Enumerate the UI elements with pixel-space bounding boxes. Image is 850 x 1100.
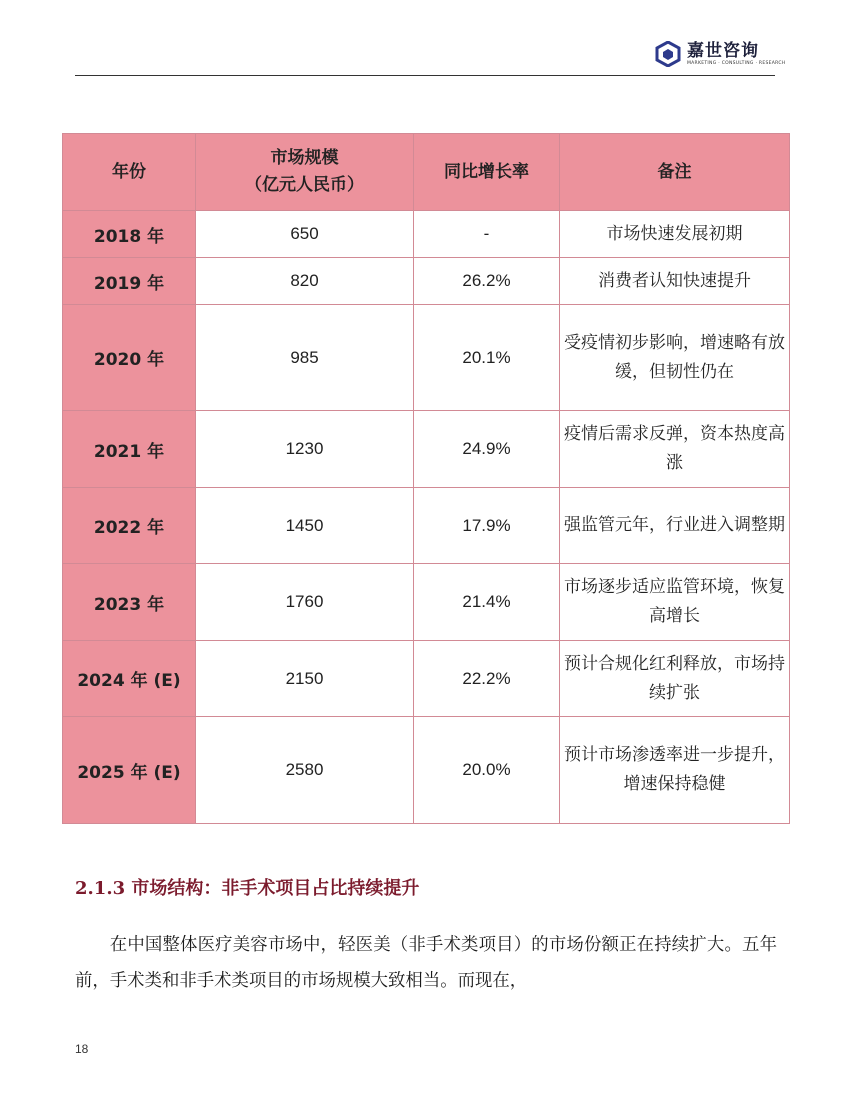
note-cell: 消费者认知快速提升 [560,258,790,305]
logo-name: 嘉世咨询 [687,40,759,61]
logo-text [687,42,786,67]
note-cell: 市场逐步适应监管环境，恢复高增长 [560,564,790,641]
body-paragraph: 在中国整体医疗美容市场中，轻医美（非手术类项目）的市场份额正在持续扩大。五年前，手术类和非手术类项目的市场规模大致相当。而现在， [75,935,777,992]
year-cell: 2020 年 [63,305,196,411]
logo-tagline: MARKETING · CONSULTING · RESEARCH [687,60,786,66]
scale-cell: 1450 [196,488,414,564]
table-row [63,488,790,564]
scale-cell: 985 [196,305,414,411]
table-row [63,641,790,717]
logo-mark-icon [655,41,681,67]
note-cell: 市场快速发展初期 [560,211,790,258]
year-cell: 2024 年 (E) [63,641,196,717]
growth-cell: 26.2% [414,258,560,305]
table-row [63,717,790,824]
growth-cell: 22.2% [414,641,560,717]
note-cell: 强监管元年，行业进入调整期 [560,488,790,564]
scale-cell: 1230 [196,411,414,488]
year-cell: 2018 年 [63,211,196,258]
note-cell: 疫情后需求反弹，资本热度高涨 [560,411,790,488]
header-divider [75,75,775,76]
growth-cell: - [414,211,560,258]
year-cell: 2023 年 [63,564,196,641]
table-row [63,411,790,488]
growth-cell: 21.4% [414,564,560,641]
scale-cell: 650 [196,211,414,258]
section-heading: 2.1.3 市场结构：非手术项目占比持续提升 [75,878,420,899]
header-year: 年份 [63,134,196,211]
table-row [63,211,790,258]
market-size-table [62,133,790,824]
company-logo [655,38,786,70]
table-row [63,305,790,411]
scale-cell: 820 [196,258,414,305]
year-cell: 2021 年 [63,411,196,488]
table-row [63,258,790,305]
header-market-scale [196,134,414,211]
note-cell: 预计合规化红利释放，市场持续扩张 [560,641,790,717]
scale-cell: 2580 [196,717,414,824]
note-cell: 预计市场渗透率进一步提升，增速保持稳健 [560,717,790,824]
table-row [63,564,790,641]
header-growth-rate: 同比增长率 [414,134,560,211]
table-header-row [63,134,790,211]
year-cell: 2022 年 [63,488,196,564]
page-number: 18 [75,1042,89,1056]
year-cell: 2019 年 [63,258,196,305]
growth-cell: 24.9% [414,411,560,488]
header-scale-line2: （亿元人民币） [245,175,364,195]
scale-cell: 2150 [196,641,414,717]
growth-cell: 20.0% [414,717,560,824]
scale-cell: 1760 [196,564,414,641]
note-cell: 受疫情初步影响，增速略有放缓，但韧性仍在 [560,305,790,411]
header-note: 备注 [560,134,790,211]
header-scale-line1: 市场规模 [270,148,339,168]
growth-cell: 17.9% [414,488,560,564]
year-cell: 2025 年 (E) [63,717,196,824]
growth-cell: 20.1% [414,305,560,411]
